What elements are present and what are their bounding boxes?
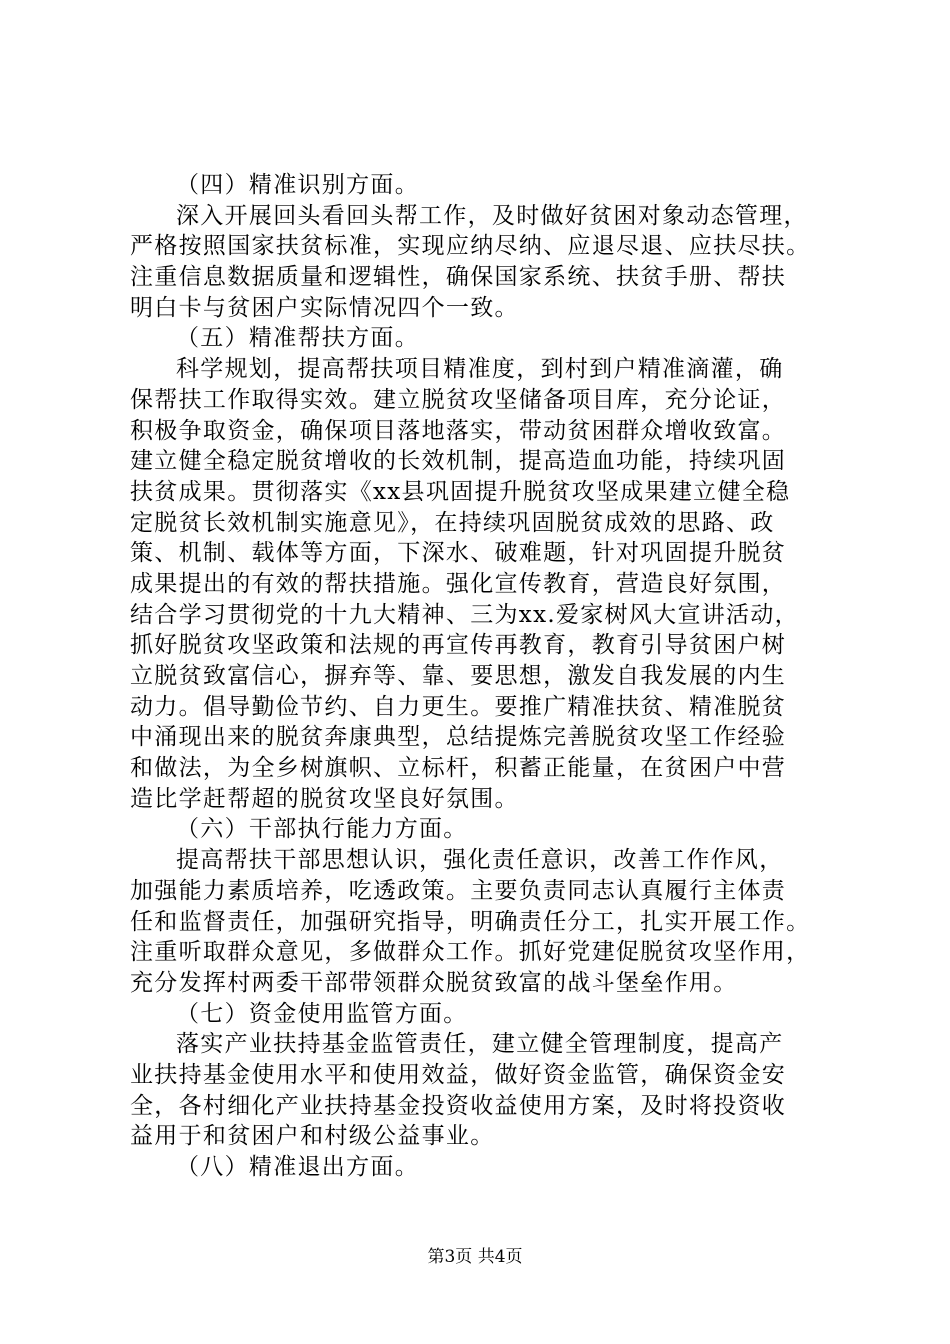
paragraph-line: 业扶持基金使用水平和使用效益，做好资金监管，确保资金安 <box>130 1061 787 1088</box>
section-heading: （七）资金使用监管方面。 <box>176 1000 468 1027</box>
paragraph-line: 保帮扶工作取得实效。建立脱贫攻坚储备项目库，充分论证， <box>130 386 787 413</box>
paragraph-line: 严格按照国家扶贫标准，实现应纳尽纳、应退尽退、应扶尽扶。 <box>130 233 811 260</box>
section-heading: （八）精准退出方面。 <box>176 1154 419 1180</box>
paragraph-line: 充分发挥村两委干部带领群众脱贫致富的战斗堡垒作用。 <box>130 969 738 996</box>
paragraph-line: 扶贫成果。贯彻落实《xx县巩固提升脱贫攻坚成果建立健全稳 <box>130 478 791 505</box>
paragraph-line: 注重听取群众意见，多做群众工作。抓好党建促脱贫攻坚作用， <box>130 939 811 966</box>
paragraph-line: 建立健全稳定脱贫增收的长效机制，提高造血功能，持续巩固 <box>130 448 787 475</box>
paragraph-line: 抓好脱贫攻坚政策和法规的再宣传再教育，教育引导贫困户树 <box>130 632 787 659</box>
paragraph-line: 落实产业扶持基金监管责任，建立健全管理制度，提高产 <box>176 1031 784 1058</box>
paragraph-line: 中涌现出来的脱贫奔康典型，总结提炼完善脱贫攻坚工作经验 <box>130 724 787 751</box>
paragraph-line: 和做法，为全乡树旗帜、立标杆，积蓄正能量，在贫困户中营 <box>130 755 787 782</box>
paragraph-line: 积极争取资金，确保项目落地落实，带动贫困群众增收致富。 <box>130 417 787 444</box>
paragraph-line: 加强能力素质培养，吃透政策。主要负责同志认真履行主体责 <box>130 877 787 904</box>
paragraph-line: 明白卡与贫困户实际情况四个一致。 <box>130 294 519 321</box>
paragraph-line: 动力。倡导勤俭节约、自力更生。要推广精准扶贫、精准脱贫 <box>130 693 787 720</box>
paragraph-line: 益用于和贫困户和村级公益事业。 <box>130 1123 495 1150</box>
paragraph-line: 提高帮扶干部思想认识，强化责任意识，改善工作作风， <box>176 847 784 874</box>
paragraph-line: 全，各村细化产业扶持基金投资收益使用方案，及时将投资收 <box>130 1092 787 1119</box>
paragraph-line: 注重信息数据质量和逻辑性，确保国家系统、扶贫手册、帮扶 <box>130 264 787 291</box>
paragraph-line: 策、机制、载体等方面，下深水、破难题，针对巩固提升脱贫 <box>130 540 787 567</box>
paragraph-line: 深入开展回头看回头帮工作，及时做好贫困对象动态管理， <box>176 202 808 229</box>
paragraph-line: 立脱贫致富信心，摒弃等、靠、要思想，激发自我发展的内生 <box>130 663 787 689</box>
document-body <box>130 170 830 1183</box>
paragraph-line: 科学规划，提高帮扶项目精准度，到村到户精准滴灌，确 <box>176 356 784 383</box>
section-heading: （四）精准识别方面。 <box>176 172 419 198</box>
paragraph-line: 成果提出的有效的帮扶措施。强化宣传教育，营造良好氛围， <box>130 570 787 597</box>
paragraph-line: 结合学习贯彻党的十九大精神、三为xx.爱家树风大宣讲活动， <box>130 601 799 628</box>
section-heading: （六）干部执行能力方面。 <box>176 816 468 843</box>
paragraph-line: 任和监督责任，加强研究指导，明确责任分工，扎实开展工作。 <box>130 908 811 935</box>
paragraph-line: 定脱贫长效机制实施意见》，在持续巩固脱贫成效的思路、政 <box>130 509 775 536</box>
paragraph-line: 造比学赶帮超的脱贫攻坚良好氛围。 <box>130 785 519 812</box>
section-heading: （五）精准帮扶方面。 <box>176 325 419 352</box>
page-number-footer: 第3页 共4页 <box>427 1247 523 1267</box>
